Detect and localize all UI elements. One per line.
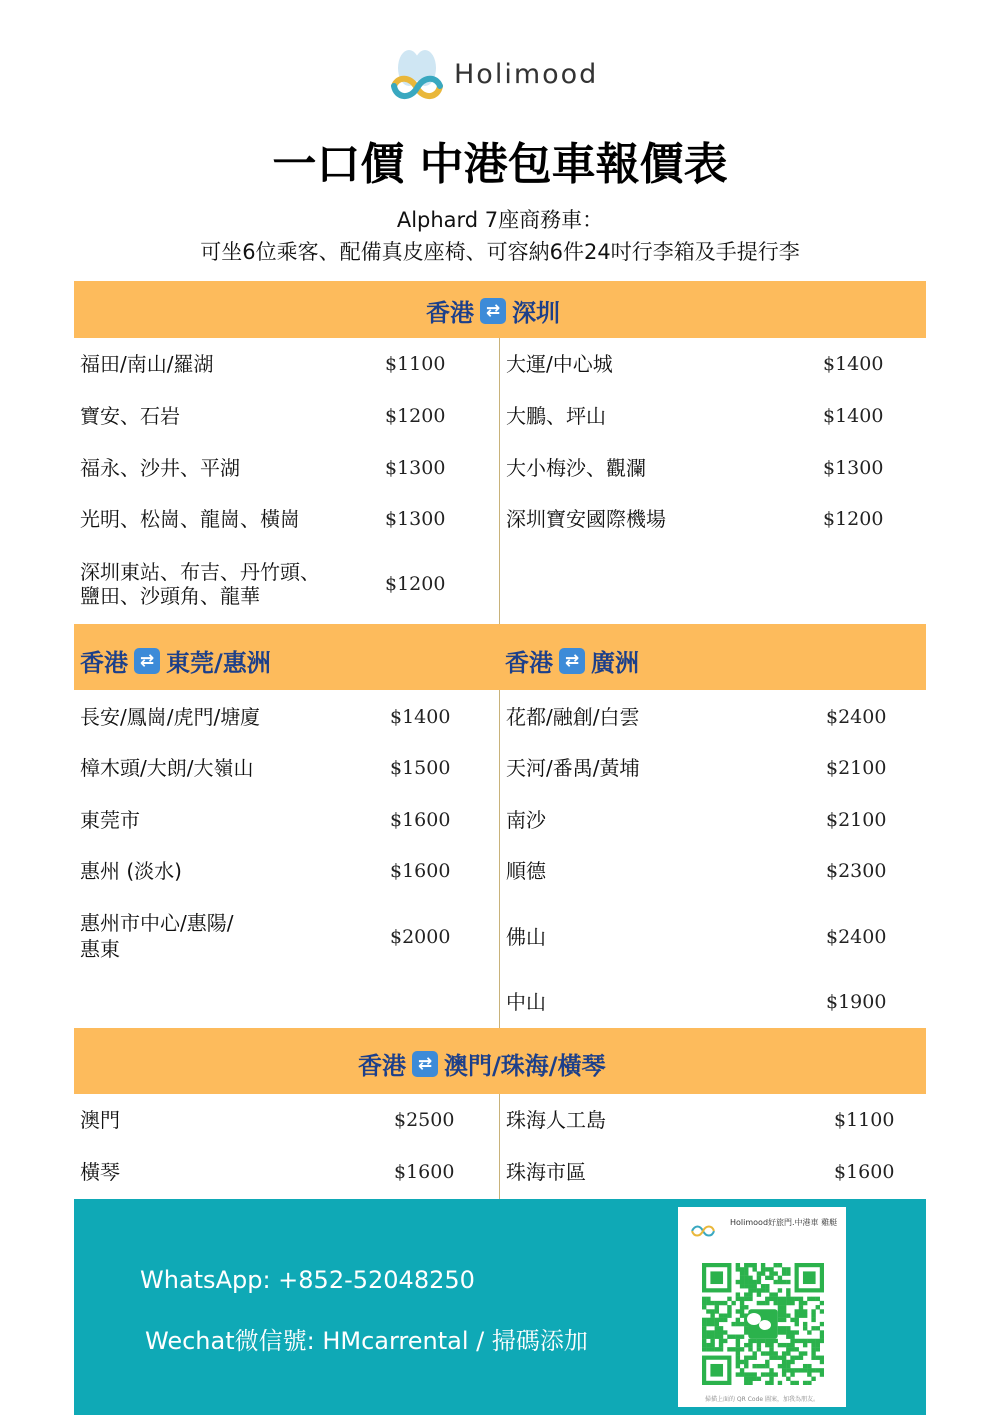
route-label: 中山 — [506, 990, 546, 1014]
column-divider — [499, 338, 500, 624]
route-label: 深圳東站、布吉、丹竹頭、 — [80, 560, 320, 584]
swap-arrows-icon: ⇄ — [412, 1051, 438, 1077]
column-divider — [499, 690, 500, 1028]
wechat-contact: Wechat微信號: HMcarrental / 掃碼添加 — [145, 1327, 588, 1355]
route-label: 長安/鳳崗/虎門/塘廈 — [80, 705, 261, 729]
route-label: 橫琴 — [80, 1160, 120, 1184]
route-label: 惠州 (淡水) — [80, 859, 182, 883]
route-price: $1300 — [823, 457, 884, 479]
swap-arrows-icon: ⇄ — [134, 648, 160, 674]
route-label: 光明、松崗、龍崗、橫崗 — [80, 507, 300, 531]
route-label: 大小梅沙、觀瀾 — [506, 456, 646, 480]
route-label: 珠海市區 — [506, 1160, 586, 1184]
route-price: $1600 — [394, 1161, 455, 1183]
route-label: 南沙 — [506, 808, 546, 832]
route-to: 深圳 — [512, 299, 560, 327]
wechat-qr-card[interactable] — [678, 1207, 846, 1407]
route-price: $2100 — [826, 757, 887, 779]
route-price: $1600 — [390, 809, 451, 831]
route-price: $1200 — [385, 405, 446, 427]
qr-title: Holimood好旅門.中港車 雞艇 — [730, 1218, 838, 1227]
whatsapp-contact[interactable]: WhatsApp: +852-52048250 — [140, 1266, 475, 1294]
route-label: 東莞市 — [80, 808, 140, 832]
route-label: 佛山 — [506, 925, 546, 949]
section-title-shenzhen — [426, 293, 560, 328]
route-label: 花都/融創/白雲 — [506, 705, 640, 729]
route-price: $1600 — [834, 1161, 895, 1183]
brand-logo — [388, 46, 598, 102]
page-title: 一口價 中港包車報價表 — [272, 139, 728, 190]
route-price: $1200 — [385, 573, 446, 595]
qr-finder-pattern — [702, 1263, 731, 1292]
route-label: 福田/南山/羅湖 — [80, 352, 214, 376]
route-label: 澳門 — [80, 1108, 120, 1132]
route-from: 香港 — [80, 649, 128, 677]
route-price: $2500 — [394, 1109, 455, 1131]
route-price: $2100 — [826, 809, 887, 831]
route-price: $1500 — [390, 757, 451, 779]
qr-caption: 掃描上面的 QR Code 圖案，加我為朋友。 — [705, 1396, 819, 1403]
route-label: 福永、沙井、平湖 — [80, 456, 240, 480]
holimood-logo-icon — [388, 46, 446, 102]
route-label: 惠州市中心/惠陽/ — [80, 911, 234, 935]
route-price: $1200 — [823, 508, 884, 530]
route-from: 香港 — [505, 649, 553, 677]
route-label: 順德 — [506, 859, 546, 883]
route-to: 東莞/惠洲 — [166, 649, 271, 677]
route-label: 深圳寶安國際機場 — [506, 507, 666, 531]
route-price: $2400 — [826, 926, 887, 948]
route-price: $1400 — [390, 706, 451, 728]
section-header-dongguan-guangzhou — [74, 624, 926, 690]
section-title-guangzhou — [505, 643, 639, 678]
qr-finder-pattern — [795, 1263, 824, 1292]
route-label: 樟木頭/大朗/大嶺山 — [80, 756, 254, 780]
route-label: 寶安、石岩 — [80, 404, 180, 428]
section-title-dongguan — [80, 643, 271, 678]
vehicle-capacity: 可坐6位乘客、配備真皮座椅、可容納6件24吋行李箱及手提行李 — [200, 240, 800, 264]
route-price: $1900 — [826, 991, 887, 1013]
route-label: 天河/番禺/黃埔 — [506, 756, 640, 780]
qr-finder-pattern — [702, 1356, 731, 1385]
route-price: $1100 — [385, 353, 446, 375]
route-to: 澳門/珠海/橫琴 — [444, 1052, 606, 1080]
route-from: 香港 — [358, 1052, 406, 1080]
section-title-macau — [358, 1046, 606, 1081]
route-to: 廣洲 — [591, 649, 639, 677]
route-price: $1600 — [390, 860, 451, 882]
route-price: $1100 — [834, 1109, 895, 1131]
qr-code[interactable] — [702, 1263, 824, 1385]
swap-arrows-icon: ⇄ — [480, 298, 506, 324]
route-from: 香港 — [426, 299, 474, 327]
route-price: $2000 — [390, 926, 451, 948]
holimood-logo-icon — [688, 1219, 718, 1239]
route-label: 大運/中心城 — [506, 352, 613, 376]
route-label: 珠海人工島 — [506, 1108, 606, 1132]
route-price: $1300 — [385, 457, 446, 479]
route-price: $1300 — [385, 508, 446, 530]
route-label: 大鵬、坪山 — [506, 404, 606, 428]
column-divider — [499, 1094, 500, 1199]
section-header-shenzhen — [74, 281, 926, 338]
route-price: $1400 — [823, 353, 884, 375]
route-price: $2300 — [826, 860, 887, 882]
brand-name: Holimood — [454, 58, 599, 90]
route-label-line2: 鹽田、沙頭角、龍華 — [80, 584, 260, 608]
route-price: $1400 — [823, 405, 884, 427]
swap-arrows-icon: ⇄ — [559, 648, 585, 674]
vehicle-description: Alphard 7座商務車： — [396, 208, 604, 232]
section-header-macau — [74, 1028, 926, 1094]
route-price: $2400 — [826, 706, 887, 728]
route-label-line2: 惠東 — [80, 937, 120, 961]
